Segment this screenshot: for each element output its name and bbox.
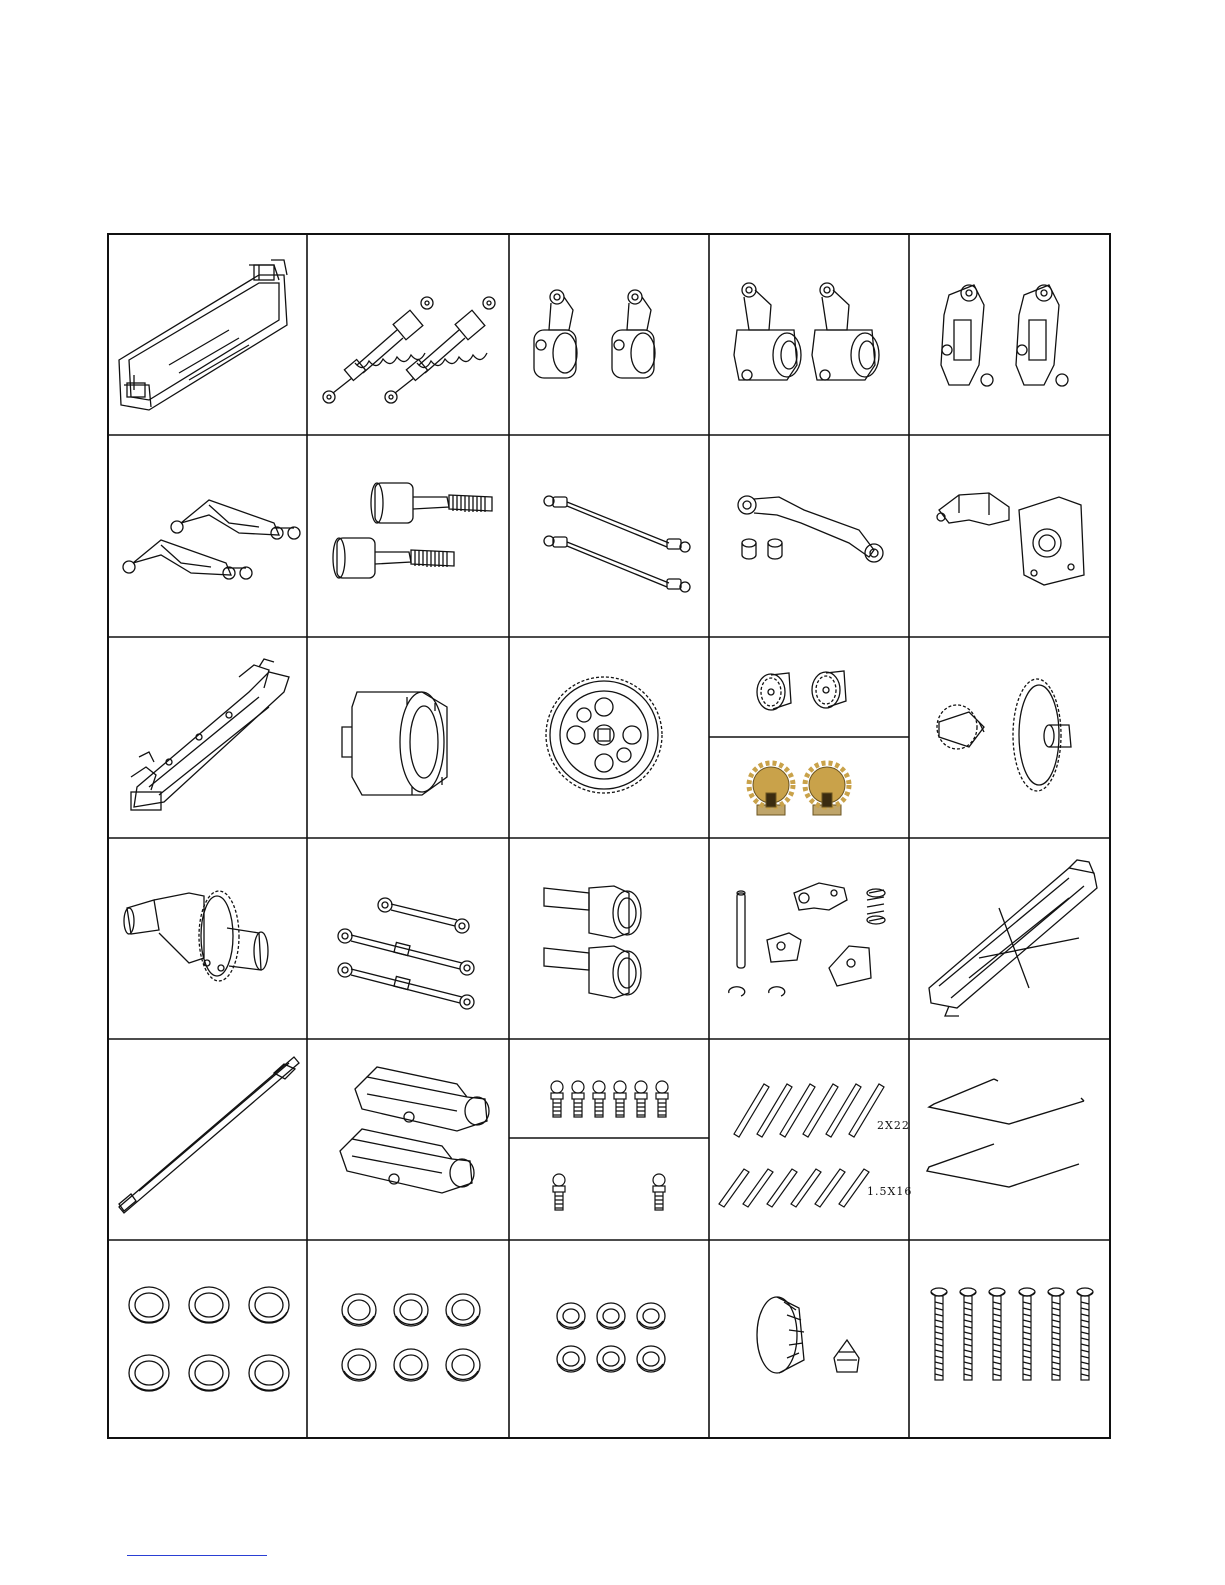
part-spur-gear — [509, 637, 709, 838]
part-bevel-gear-set — [909, 637, 1109, 838]
motor-mount-icon — [909, 435, 1109, 637]
part-chassis — [109, 235, 307, 435]
part-body-clips — [909, 1039, 1109, 1240]
screw-icon — [909, 1240, 1109, 1437]
part-c-hubs — [909, 235, 1109, 435]
part-drive-shafts — [509, 435, 709, 637]
footer-link-underline[interactable] — [127, 1555, 267, 1556]
ball-stud-icon — [509, 1138, 709, 1240]
body-clip-icon — [909, 1039, 1109, 1240]
turnbuckle-icon — [307, 838, 509, 1039]
part-motor-mount — [909, 435, 1109, 637]
steering-link-icon — [709, 435, 909, 637]
bevel-gear-icon — [709, 1240, 909, 1437]
part-battery-strap — [909, 838, 1109, 1039]
shock-absorber-icon — [307, 235, 509, 435]
part-diff-outdrives — [509, 838, 709, 1039]
part-steering-knuckles — [509, 235, 709, 435]
part-servo-saver-set — [709, 838, 909, 1039]
part-rear-hub-carriers — [709, 235, 909, 435]
bearing-icon — [509, 1240, 709, 1437]
part-center-driveshaft — [109, 1039, 307, 1240]
part-suspension-arms — [109, 435, 307, 637]
part-screws — [909, 1240, 1109, 1437]
part-turnbuckles — [307, 838, 509, 1039]
steering-knuckle-icon — [509, 235, 709, 435]
bearing-icon — [307, 1240, 509, 1437]
diff-case-icon — [307, 637, 509, 838]
part-medium-bearings — [307, 1240, 509, 1437]
pin-long-label: 2X22 — [877, 1119, 910, 1132]
battery-strap-icon — [909, 838, 1109, 1039]
center-shaft-icon — [109, 1039, 307, 1240]
outdrive-icon — [509, 838, 709, 1039]
part-pinion-gears-brass — [709, 737, 909, 838]
part-shock-absorbers — [307, 235, 509, 435]
part-diff-bevel-gears — [709, 1240, 909, 1437]
part-ball-studs-set-of-two — [509, 1138, 709, 1240]
hub-carrier-icon — [709, 235, 909, 435]
parts-grid — [107, 233, 1111, 1439]
drive-cup-icon — [307, 435, 509, 637]
part-differential-assembly — [109, 838, 307, 1039]
part-large-bearings — [109, 1240, 307, 1437]
upper-deck-icon — [109, 637, 307, 838]
pin-icon — [709, 1039, 909, 1240]
part-upper-deck — [109, 637, 307, 838]
pin-short-label: 1.5X16 — [867, 1185, 913, 1198]
bumper-icon — [307, 1039, 509, 1240]
servo-saver-icon — [709, 838, 909, 1039]
part-steering-link — [709, 435, 909, 637]
part-ball-studs-set-of-six — [509, 1039, 709, 1138]
part-drive-cups — [307, 435, 509, 637]
part-pins — [709, 1039, 913, 1240]
pinion-gear-icon — [709, 637, 909, 737]
part-diff-case — [307, 637, 509, 838]
bearing-icon — [109, 1240, 307, 1437]
ball-stud-icon — [509, 1039, 709, 1138]
bevel-gear-icon — [909, 637, 1109, 838]
part-small-bearings — [509, 1240, 709, 1437]
chassis-icon — [109, 235, 307, 435]
brass-pinion-icon — [709, 737, 909, 838]
spur-gear-icon — [509, 637, 709, 838]
differential-icon — [109, 838, 307, 1039]
suspension-arm-icon — [109, 435, 307, 637]
part-pinion-gears-steel — [709, 637, 909, 737]
part-bumpers — [307, 1039, 509, 1240]
drive-shaft-icon — [509, 435, 709, 637]
c-hub-icon — [909, 235, 1109, 435]
